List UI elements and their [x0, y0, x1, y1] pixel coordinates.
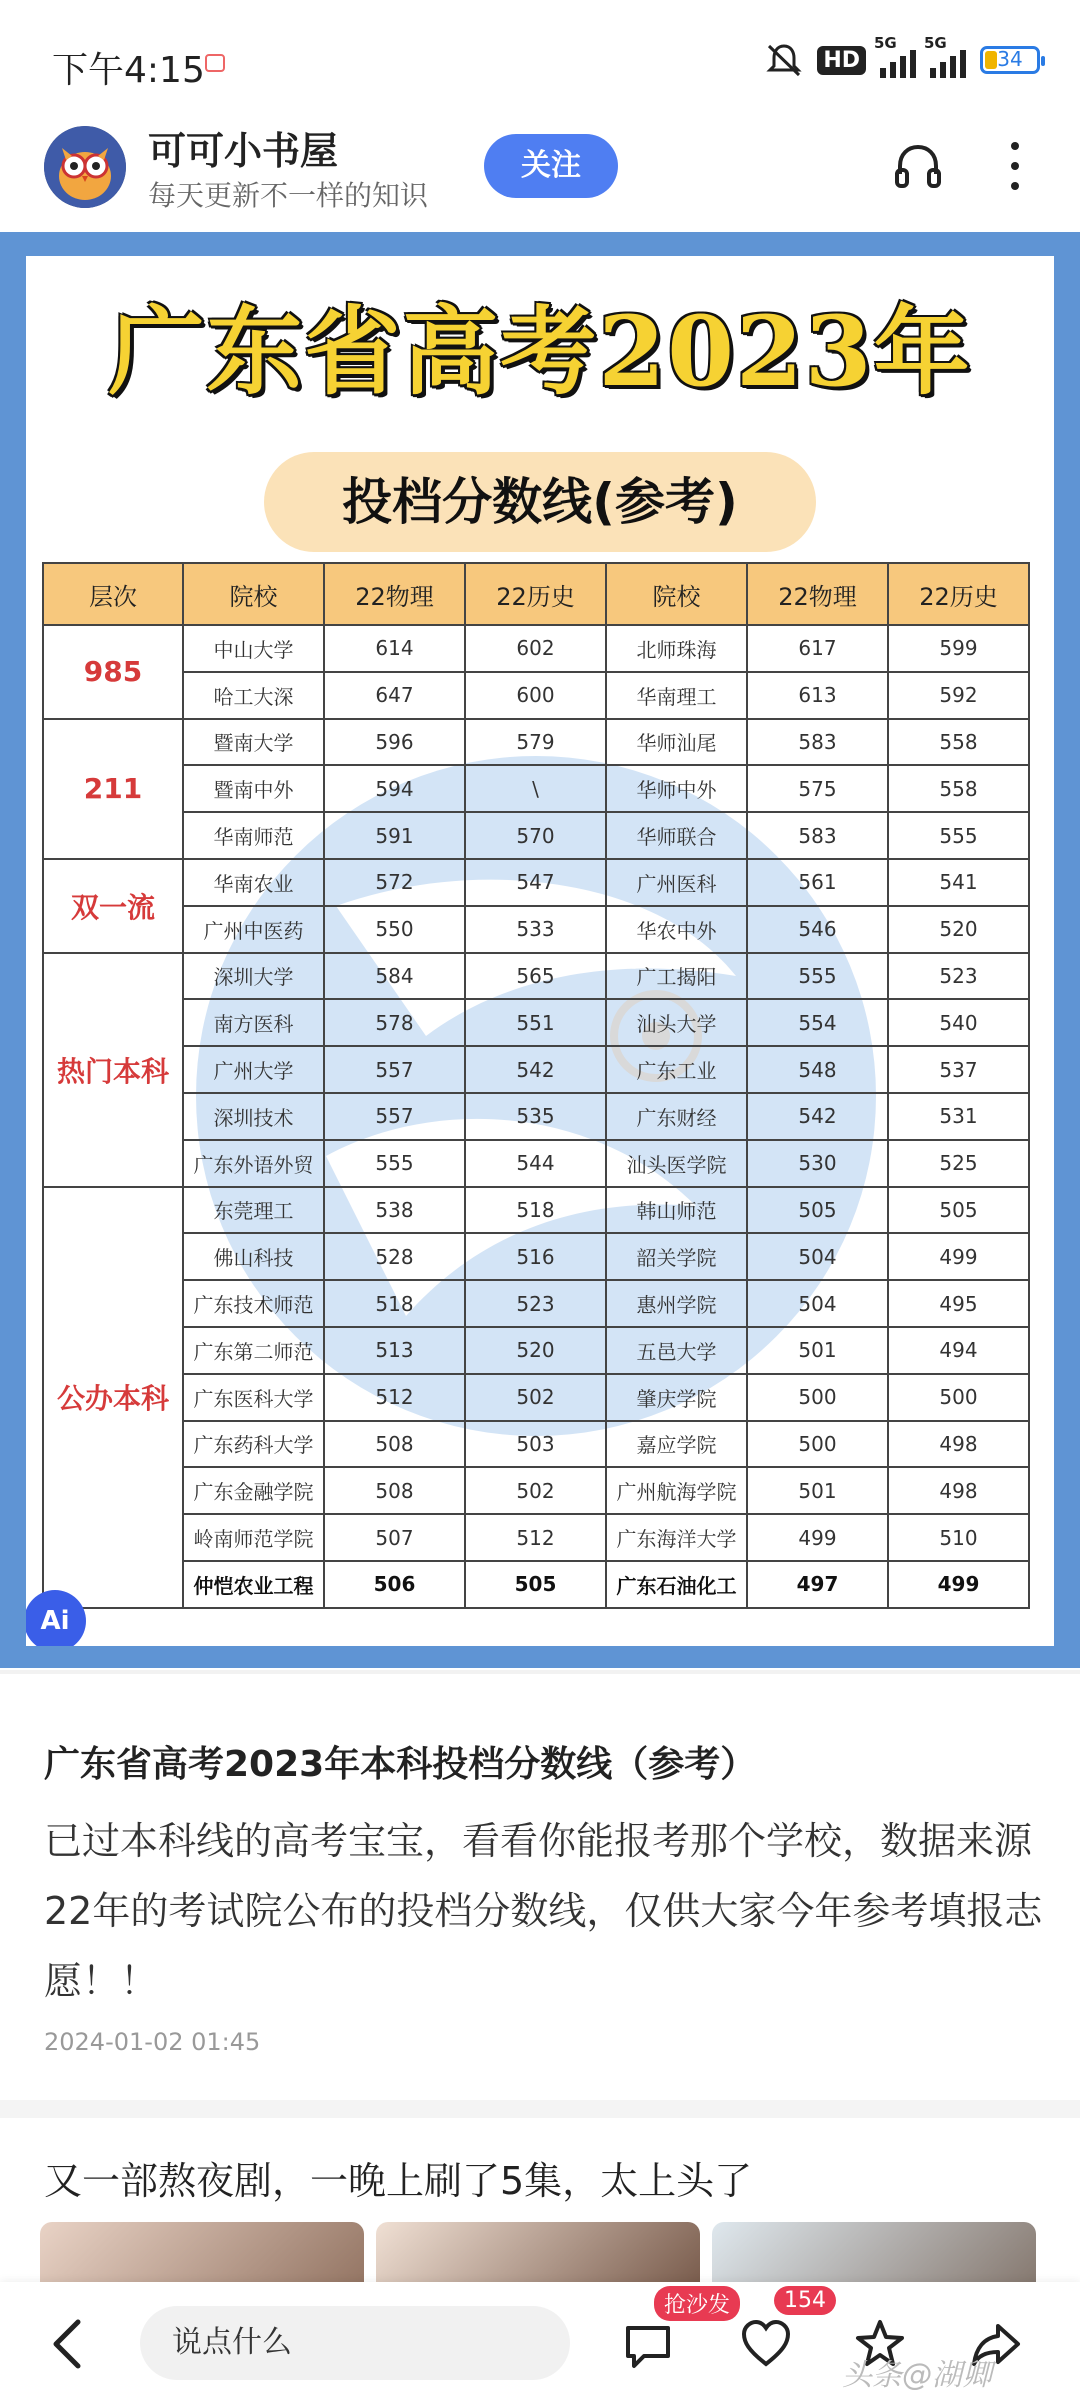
score-cell: 530	[747, 1140, 888, 1187]
score-cell: 541	[888, 859, 1029, 906]
recommended-title[interactable]: 又一部熬夜剧，一晚上刷了5集，太上头了	[44, 2159, 753, 2203]
score-cell: 538	[324, 1187, 465, 1234]
column-header: 院校	[183, 563, 324, 625]
table-header-row	[43, 563, 1029, 625]
score-cell: 555	[747, 953, 888, 1000]
bell-off-icon	[765, 42, 803, 78]
column-header: 22历史	[465, 563, 606, 625]
school-cell: 华农中外	[606, 906, 747, 953]
school-cell: 韶关学院	[606, 1233, 747, 1280]
level-cell: 热门本科	[43, 953, 183, 1187]
column-header: 22物理	[747, 563, 888, 625]
article-image[interactable]	[0, 232, 1080, 1668]
level-cell: 985	[43, 625, 183, 719]
score-cell: 528	[324, 1233, 465, 1280]
account-subtitle: 每天更新不一样的知识	[148, 179, 429, 212]
image-credit: 头条@可可小书屋	[830, 1616, 1039, 1646]
account-name[interactable]: 可可小书屋	[148, 129, 339, 173]
table-row	[43, 1093, 1029, 1140]
score-cell: 512	[324, 1374, 465, 1421]
signal-icon-1: 5G	[880, 42, 916, 78]
school-cell: 广工揭阳	[606, 953, 747, 1000]
school-cell: 佛山科技	[183, 1233, 324, 1280]
school-cell: 东莞理工	[183, 1187, 324, 1234]
table-row	[43, 859, 1029, 906]
follow-button[interactable]: 关注	[484, 134, 618, 198]
score-cell: 613	[747, 672, 888, 719]
table-row	[43, 1233, 1029, 1280]
table-row	[43, 1561, 1029, 1608]
score-cell: \	[465, 765, 606, 812]
score-cell: 510	[888, 1514, 1029, 1561]
status-bar	[0, 0, 1080, 120]
score-cell: 501	[747, 1327, 888, 1374]
score-cell: 547	[465, 859, 606, 906]
score-cell: 531	[888, 1093, 1029, 1140]
table-row	[43, 1374, 1029, 1421]
school-cell: 哈工大深	[183, 672, 324, 719]
bottom-action-bar	[0, 2282, 1080, 2400]
score-cell: 542	[747, 1093, 888, 1140]
table-row	[43, 1140, 1029, 1187]
table-row	[43, 765, 1029, 812]
table-row	[43, 672, 1029, 719]
score-cell: 500	[747, 1374, 888, 1421]
score-cell: 561	[747, 859, 888, 906]
score-cell: 578	[324, 999, 465, 1046]
score-cell: 602	[465, 625, 606, 672]
school-cell: 广东石油化工	[606, 1561, 747, 1608]
owl-icon	[44, 126, 126, 208]
score-cell: 617	[747, 625, 888, 672]
school-cell: 仲恺农业工程	[183, 1561, 324, 1608]
table-row	[43, 1187, 1029, 1234]
score-cell: 550	[324, 906, 465, 953]
level-cell: 211	[43, 719, 183, 859]
poster-title: 广东省高考2023年	[108, 295, 972, 408]
status-time: 下午4:15	[52, 50, 205, 91]
comment-input[interactable]	[140, 2306, 570, 2380]
table-row	[43, 906, 1029, 953]
avatar[interactable]	[44, 126, 126, 208]
school-cell: 华南师范	[183, 812, 324, 859]
score-cell: 533	[465, 906, 606, 953]
score-cell: 495	[888, 1280, 1029, 1327]
school-cell: 北师珠海	[606, 625, 747, 672]
score-cell: 535	[465, 1093, 606, 1140]
score-cell: 599	[888, 625, 1029, 672]
column-header: 层次	[43, 563, 183, 625]
score-cell: 503	[465, 1421, 606, 1468]
school-cell: 广东药科大学	[183, 1421, 324, 1468]
score-cell: 518	[465, 1187, 606, 1234]
score-cell: 520	[888, 906, 1029, 953]
poster-card	[26, 256, 1054, 1646]
score-cell: 508	[324, 1421, 465, 1468]
score-cell: 497	[747, 1561, 888, 1608]
score-cell: 554	[747, 999, 888, 1046]
score-cell: 494	[888, 1327, 1029, 1374]
article-date: 2024-01-02 01:45	[44, 2028, 261, 2056]
score-cell: 506	[324, 1561, 465, 1608]
ai-badge[interactable]: Ai	[26, 1590, 86, 1646]
school-cell: 广东财经	[606, 1093, 747, 1140]
school-cell: 惠州学院	[606, 1280, 747, 1327]
score-cell: 551	[465, 999, 606, 1046]
school-cell: 广东技术师范	[183, 1280, 324, 1327]
table-row	[43, 625, 1029, 672]
level-cell: 双一流	[43, 859, 183, 953]
score-cell: 523	[465, 1280, 606, 1327]
comment-icon[interactable]	[620, 2316, 676, 2372]
score-cell: 525	[888, 1140, 1029, 1187]
score-cell: 614	[324, 625, 465, 672]
score-cell: 537	[888, 1046, 1029, 1093]
score-cell: 594	[324, 765, 465, 812]
school-cell: 华师汕尾	[606, 719, 747, 766]
score-cell: 583	[747, 812, 888, 859]
score-cell: 557	[324, 1046, 465, 1093]
divider	[0, 1670, 1080, 1674]
school-cell: 广东金融学院	[183, 1467, 324, 1514]
table-row	[43, 953, 1029, 1000]
column-header: 22历史	[888, 563, 1029, 625]
score-cell: 584	[324, 953, 465, 1000]
score-cell: 579	[465, 719, 606, 766]
score-cell: 502	[465, 1374, 606, 1421]
column-header: 22物理	[324, 563, 465, 625]
score-cell: 512	[465, 1514, 606, 1561]
score-cell: 592	[888, 672, 1029, 719]
score-cell: 647	[324, 672, 465, 719]
score-cell: 505	[747, 1187, 888, 1234]
score-cell: 504	[747, 1233, 888, 1280]
school-cell: 广州医科	[606, 859, 747, 906]
score-cell: 558	[888, 719, 1029, 766]
article-body: 已过本科线的高考宝宝，看看你能报考那个学校，数据来源22年的考试院公布的投档分数线，仅供大家今年参考填报志愿！！	[44, 1819, 1043, 2003]
level-cell: 公办本科	[43, 1187, 183, 1608]
school-cell: 韩山师范	[606, 1187, 747, 1234]
table-row	[43, 1514, 1029, 1561]
school-cell: 深圳大学	[183, 953, 324, 1000]
score-cell: 500	[747, 1421, 888, 1468]
score-cell: 507	[324, 1514, 465, 1561]
school-cell: 华师联合	[606, 812, 747, 859]
school-cell: 暨南中外	[183, 765, 324, 812]
school-cell: 广东医科大学	[183, 1374, 324, 1421]
column-header: 院校	[606, 563, 747, 625]
score-cell: 548	[747, 1046, 888, 1093]
score-cell: 583	[747, 719, 888, 766]
score-cell: 575	[747, 765, 888, 812]
score-cell: 516	[465, 1233, 606, 1280]
table-row	[43, 999, 1029, 1046]
score-cell: 596	[324, 719, 465, 766]
score-cell: 498	[888, 1421, 1029, 1468]
comment-badge: 抢沙发	[654, 2286, 740, 2321]
score-cell: 555	[324, 1140, 465, 1187]
score-cell: 555	[888, 812, 1029, 859]
battery-icon: 34	[980, 46, 1040, 74]
hd-voice-icon: HD	[817, 46, 866, 75]
score-cell: 600	[465, 672, 606, 719]
score-cell: 565	[465, 953, 606, 1000]
score-cell: 544	[465, 1140, 606, 1187]
headphones-icon[interactable]	[892, 140, 944, 192]
school-cell: 暨南大学	[183, 719, 324, 766]
school-cell: 肇庆学院	[606, 1374, 747, 1421]
school-cell: 广州航海学院	[606, 1467, 747, 1514]
more-options-icon[interactable]	[1000, 136, 1030, 196]
school-cell: 中山大学	[183, 625, 324, 672]
school-cell: 华南理工	[606, 672, 747, 719]
table-row	[43, 1327, 1029, 1374]
section-gap	[0, 2100, 1080, 2118]
school-cell: 广东第二师范	[183, 1327, 324, 1374]
score-cell: 558	[888, 765, 1029, 812]
table-row	[43, 1467, 1029, 1514]
score-cell: 513	[324, 1327, 465, 1374]
school-cell: 五邑大学	[606, 1327, 747, 1374]
school-cell: 广州中医药	[183, 906, 324, 953]
school-cell: 南方医科	[183, 999, 324, 1046]
score-cell: 570	[465, 812, 606, 859]
school-cell: 广东工业	[606, 1046, 747, 1093]
notification-icon	[205, 54, 225, 72]
score-cell: 504	[747, 1280, 888, 1327]
school-cell: 汕头医学院	[606, 1140, 747, 1187]
back-arrow-icon[interactable]	[48, 2316, 88, 2372]
school-cell: 嘉应学院	[606, 1421, 747, 1468]
score-cell: 505	[888, 1187, 1029, 1234]
score-cell: 591	[324, 812, 465, 859]
score-cell: 502	[465, 1467, 606, 1514]
school-cell: 华师中外	[606, 765, 747, 812]
table-row	[43, 1280, 1029, 1327]
table-row	[43, 1046, 1029, 1093]
school-cell: 广东外语外贸	[183, 1140, 324, 1187]
score-cell: 499	[888, 1561, 1029, 1608]
score-cell: 542	[465, 1046, 606, 1093]
article-title: 广东省高考2023年本科投档分数线（参考）	[44, 1744, 757, 1785]
score-cell: 557	[324, 1093, 465, 1140]
score-cell: 523	[888, 953, 1029, 1000]
score-table	[42, 562, 1030, 1609]
table-row	[43, 719, 1029, 766]
score-cell: 520	[465, 1327, 606, 1374]
score-cell: 499	[888, 1233, 1029, 1280]
score-cell: 546	[747, 906, 888, 953]
score-cell: 505	[465, 1561, 606, 1608]
school-cell: 华南农业	[183, 859, 324, 906]
heart-icon[interactable]	[738, 2316, 794, 2372]
score-cell: 499	[747, 1514, 888, 1561]
platform-watermark: 头条@湖卿	[842, 2358, 992, 2393]
like-count-badge: 154	[774, 2286, 836, 2315]
school-cell: 岭南师范学院	[183, 1514, 324, 1561]
score-cell: 540	[888, 999, 1029, 1046]
status-indicators	[765, 34, 1040, 80]
score-cell: 518	[324, 1280, 465, 1327]
score-cell: 498	[888, 1467, 1029, 1514]
school-cell: 广东海洋大学	[606, 1514, 747, 1561]
author-header	[0, 120, 1080, 230]
score-cell: 508	[324, 1467, 465, 1514]
school-cell: 深圳技术	[183, 1093, 324, 1140]
score-cell: 500	[888, 1374, 1029, 1421]
school-cell: 广州大学	[183, 1046, 324, 1093]
score-cell: 572	[324, 859, 465, 906]
poster-subtitle: 投档分数线(参考)	[264, 452, 816, 552]
table-row	[43, 812, 1029, 859]
table-row	[43, 1421, 1029, 1468]
signal-icon-2: 5G	[930, 42, 966, 78]
score-cell: 501	[747, 1467, 888, 1514]
school-cell: 汕头大学	[606, 999, 747, 1046]
